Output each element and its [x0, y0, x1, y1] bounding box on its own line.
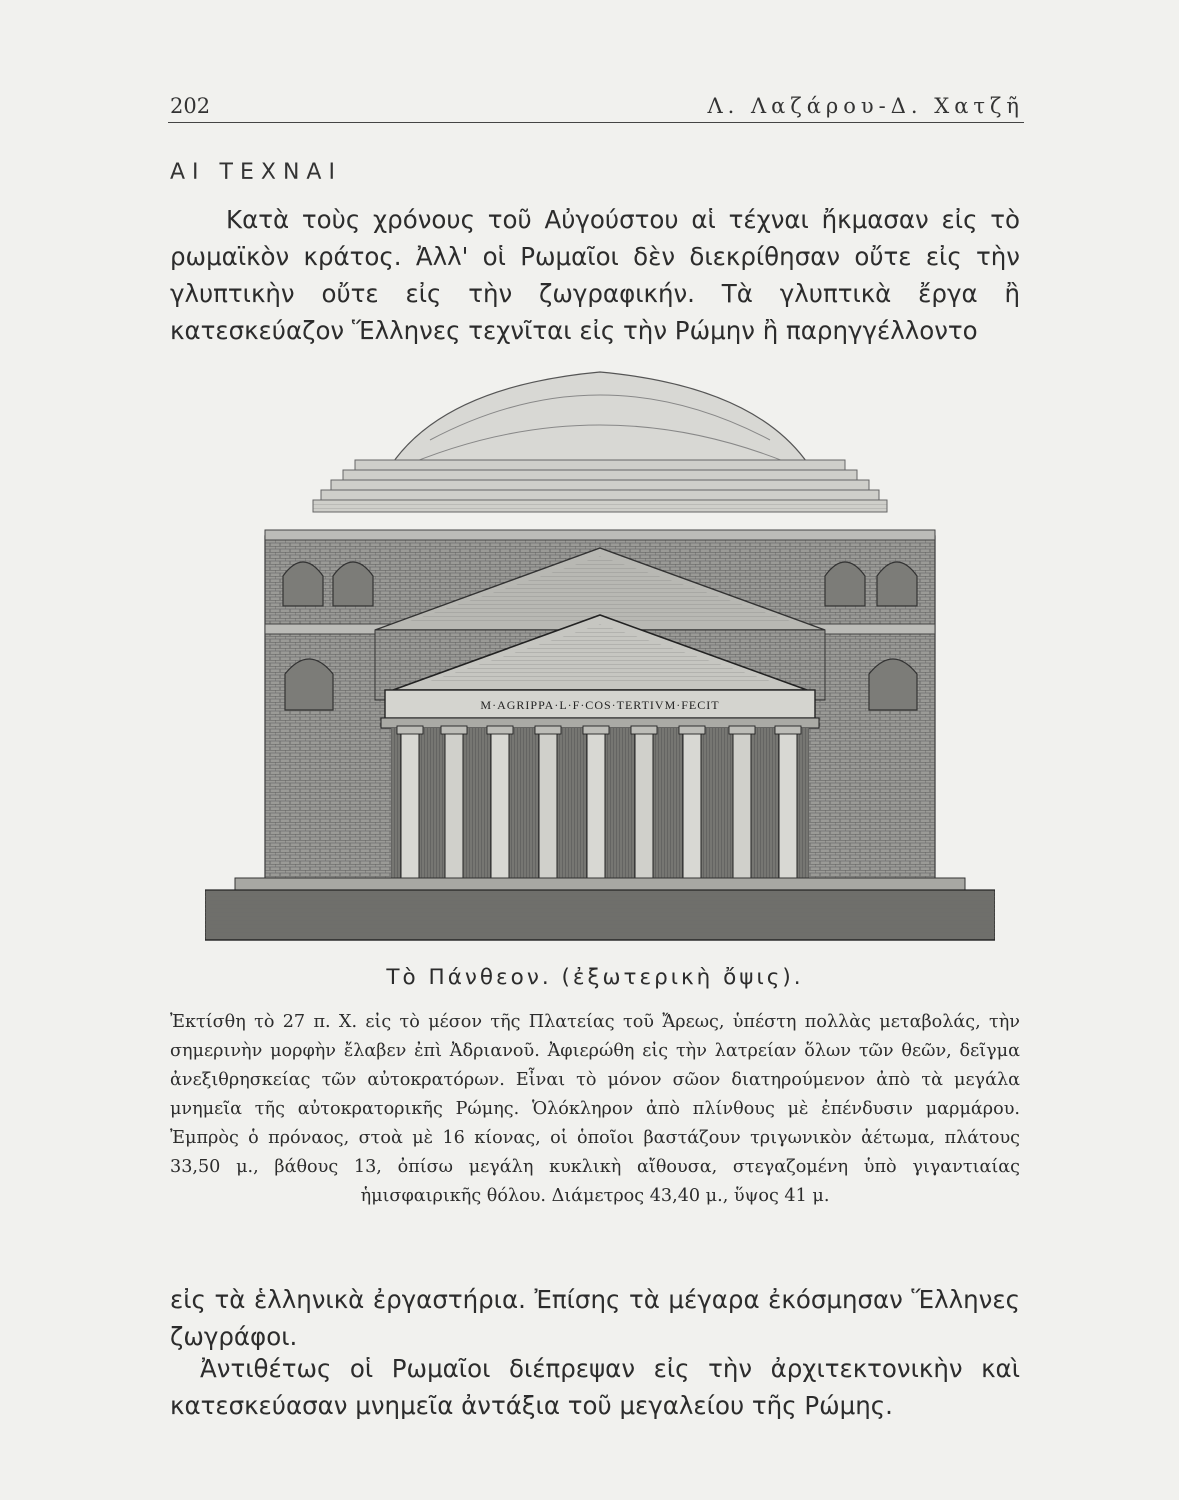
body-paragraph-3: Ἀντιθέτως οἱ Ρωμαῖοι διέπρεψαν εἰς τὴν ἀρχιτεκτονικὴν καὶ κατεσκεύασαν μνημεῖα ἀντάξια τοῦ μεγαλείου τῆς Ρώμης. — [170, 1354, 1020, 1420]
figure-caption: Τὸ Πάνθεον. (ἐξωτερικὴ ὄψις). — [386, 965, 804, 990]
page-header — [168, 92, 1024, 123]
body-paragraph-1: Κατὰ τοὺς χρόνους τοῦ Αὐγούστου αἱ τέχναι ἤκμασαν εἰς τὸ ρωμαϊκὸν κράτος. Ἀλλ' οἱ Ρωμαῖοι δὲν διεκρίθησαν οὔτε εἰς τὴν γλυπτικὴν οὔτε εἰς τὴν ζωγραφικήν. Τὰ γλυπτικὰ ἔργα ἢ κατεσκεύαζον Ἕλληνες τεχνῖται εἰς τὴν Ρώμην ἢ παρηγγέλλοντο — [170, 205, 1020, 345]
running-head: Λ. Λαζάρου-Δ. Χατζῆ — [707, 94, 1024, 118]
column-capitals — [397, 726, 801, 734]
pantheon-illustration — [205, 360, 995, 950]
body-paragraph-2: εἰς τὰ ἑλληνικὰ ἐργαστήρια. Ἐπίσης τὰ μέγαρα ἐκόσμησαν Ἕλληνες ζωγράφοι. — [170, 1285, 1020, 1351]
figure-description: Ἐκτίσθη τὸ 27 π. Χ. εἰς τὸ μέσον τῆς Πλατείας τοῦ Ἄρεως, ὑπέστη πολλὰς μεταβολάς, τὴν σημερινὴν μορφὴν ἔλαβεν ἐπὶ Ἀδριανοῦ. Ἀφιερώθη εἰς τὴν λατρείαν ὅλων τῶν θεῶν, δεῖγμα ἀνεξιθρησκείας τῶν αὐτοκρατόρων. Εἶναι τὸ μόνον σῶον διατηρούμενον ἀπὸ τὰ μεγάλα μνημεῖα τῆς αὐτοκρατορικῆς Ρώμης. Ὁλόκληρον ἀπὸ πλίνθους μὲ ἐπένδυσιν μαρμάρου. Ἐμπρὸς ὁ πρόναος, στοὰ μὲ 16 κίονας, οἱ ὁποῖοι βαστάζουν τριγωνικὸν ἀέτωμα, πλάτους 33,50 μ., βάθους 13, ὀπίσω μεγάλη κυκλικὴ αἴθουσα, στεγαζομένη ὑπὸ γιγαντιαίας ἡμισφαιρικῆς θόλου. Διάμετρος 43,40 μ., ὕψος 41 μ. — [170, 1012, 1020, 1206]
pantheon-engraving — [205, 360, 995, 950]
inscription: M·AGRIPPA·L·F·COS·TERTIVM·FECIT — [480, 698, 720, 712]
section-heading: ΑΙ ΤΕΧΝΑΙ — [170, 160, 342, 185]
portico-columns — [401, 732, 797, 878]
page-number: 202 — [170, 94, 211, 118]
